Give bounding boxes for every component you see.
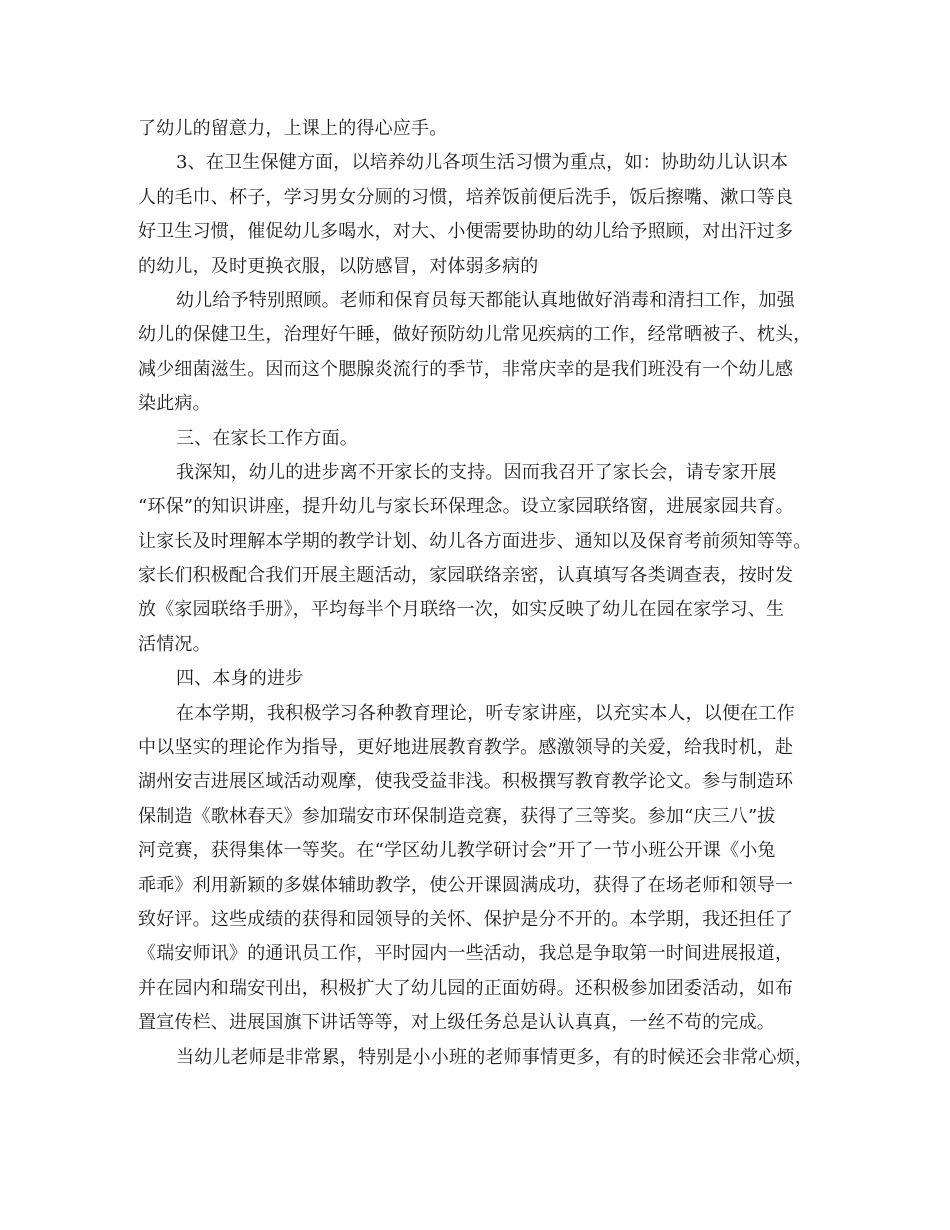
text-line: 人的毛巾、杯子，学习男女分厕的习惯，培养饭前便后洗手，饭后擦嘴、漱口等良 <box>138 186 794 208</box>
text-line: 染此病。 <box>138 393 211 415</box>
text-line: 好卫生习惯，催促幼儿多喝水，对大、小便需要协助的幼儿给予照顾，对出汗过多 <box>138 221 794 243</box>
text-line: 家长们积极配合我们开展主题活动，家园联络亲密，认真填写各类调查表，按时发 <box>138 565 794 587</box>
text-line: 中以坚实的理论作为指导，更好地进展教育教学。感激领导的关爱，给我时机，赴 <box>138 737 794 759</box>
text-line: 置宣传栏、进展国旗下讲话等等，对上级任务总是认认真真，一丝不苟的完成。 <box>138 1012 775 1034</box>
document-page <box>138 112 828 1075</box>
text-line: 幼儿的保健卫生，治理好午睡，做好预防幼儿常见疾病的工作，经常晒被子、枕头， <box>138 324 812 346</box>
text-line: 了幼儿的留意力，上课上的得心应手。 <box>138 118 448 139</box>
section-heading: 三、在家长工作方面。 <box>176 427 358 449</box>
text-line: 让家长及时理解本学期的教学计划、幼儿各方面进步、通知以及保育考前须知等等。 <box>138 530 812 552</box>
text-line: 的幼儿，及时更换衣服，以防感冒，对体弱多病的 <box>138 255 539 277</box>
text-line: 3、在卫生保健方面，以培养幼儿各项生活习惯为重点，如：协助幼儿认识本 <box>176 152 789 174</box>
text-line: 减少细菌滋生。因而这个腮腺炎流行的季节，非常庆幸的是我们班没有一个幼儿感 <box>138 358 794 380</box>
text-line: 放《家园联络手册》，平均每半个月联络一次，如实反映了幼儿在园在家学习、生 <box>138 599 785 621</box>
text-line: 保制造《歌林春天》参加瑞安市环保制造竞赛，获得了三等奖。参加“庆三八”拔 <box>138 805 776 827</box>
text-line: 致好评。这些成绩的获得和园领导的关怀、保护是分不开的。本学期，我还担任了 <box>138 908 794 930</box>
text-line: 河竞赛，获得集体一等奖。在“学区幼儿教学研讨会”开了一节小班公开课《小兔 <box>138 840 776 862</box>
text-line: 《瑞安师讯》的通讯员工作，平时园内一些活动，我总是争取第一时间进展报道， <box>138 943 794 965</box>
text-line: 乖乖》利用新颖的多媒体辅助教学，使公开课圆满成功，获得了在场老师和领导一 <box>138 874 794 896</box>
text-line: 活情况。 <box>138 633 211 655</box>
text-line: 我深知，幼儿的进步离不开家长的支持。因而我召开了家长会，请专家开展 <box>176 461 777 483</box>
text-line: “环保”的知识讲座，提升幼儿与家长环保理念。设立家园联络窗，进展家园共育。 <box>138 496 794 518</box>
text-line: 并在园内和瑞安刊出，积极扩大了幼儿园的正面妨碍。还积极参加团委活动，如布 <box>138 977 794 999</box>
text-line: 幼儿给予特别照顾。老师和保育员每天都能认真地做好消毒和清扫工作，加强 <box>176 289 795 311</box>
text-line: 湖州安吉进展区域活动观摩，使我受益非浅。积极撰写教育教学论文。参与制造环 <box>138 771 794 793</box>
section-heading: 四、本身的进步 <box>176 668 304 690</box>
text-line: 在本学期，我积极学习各种教育理论，听专家讲座，以充实本人，以便在工作 <box>176 702 795 724</box>
text-line: 当幼儿老师是非常累，特别是小小班的老师事情更多，有的时候还会非常心烦， <box>176 1046 813 1068</box>
